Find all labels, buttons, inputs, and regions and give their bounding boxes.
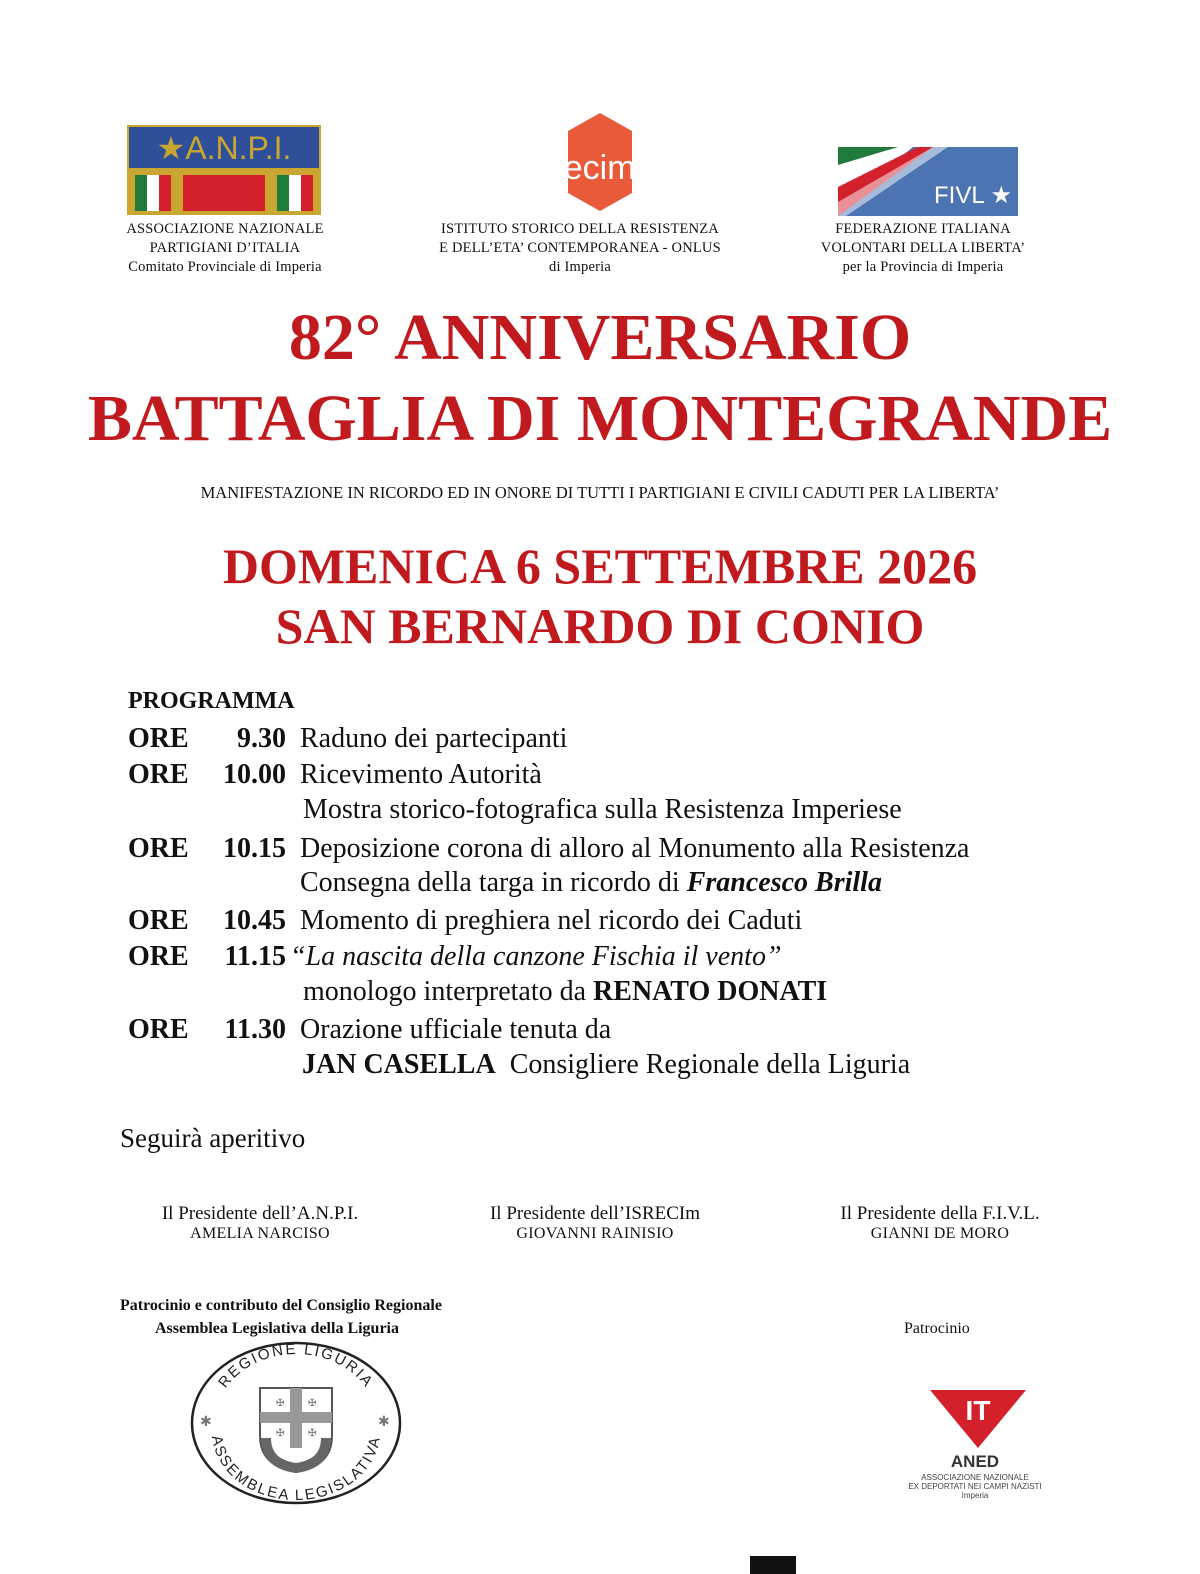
anpi-caption [105,220,345,277]
patronage-line1: Patrocinio e contributo del Consiglio Regionale [120,1297,442,1314]
svg-text:✱: ✱ [200,1415,212,1430]
subtitle: MANIFESTAZIONE IN RICORDO ED IN ONORE DI TUTTI I PARTIGIANI E CIVILI CADUTI PER LA LIBERTA’ [200,483,1000,502]
fivl-logo-text: FIVL ★ [934,182,1012,209]
program-item [128,757,542,794]
program-time: 10.15 [223,833,286,864]
ore-label: ORE [128,759,189,790]
aned-caption-line1: ASSOCIAZIONE NAZIONALE [921,1473,1029,1482]
anpi-caption-line1: ASSOCIAZIONE NAZIONALE [126,221,324,237]
aned-logo [928,1388,1028,1450]
seal-bottom-text: ASSEMBLEA LEGISLATIVA [207,1434,385,1505]
isrecim-logo-text: Isrecim [526,149,636,187]
program-desc: Deposizione corona di alloro al Monumento alla Resistenza [300,833,970,864]
event-place: SAN BERNARDO DI CONIO [275,598,925,654]
program-desc: Momento di preghiera nel ricordo dei Caduti [300,905,803,936]
performer-name: RENATO DONATI [593,976,828,1007]
speaker-role: Consigliere Regionale della Liguria [495,1049,911,1080]
program-item [128,721,567,758]
aned-mark-text: IT [965,1395,991,1426]
ore-label: ORE [128,905,189,936]
program-desc-cont [302,1049,910,1081]
event-date: DOMENICA 6 SETTEMBRE 2026 [222,538,978,594]
fivl-caption [800,220,1046,277]
svg-text:✠: ✠ [308,1398,317,1409]
program-desc-cont [303,976,827,1008]
president-name: AMELIA NARCISO [190,1225,330,1242]
president-anpi [110,1203,410,1243]
program-item [128,939,782,976]
aned-caption-line3: Imperia [961,1491,989,1500]
title-battle: BATTAGLIA DI MONTEGRANDE [87,382,1113,455]
ore-label: ORE [128,1014,189,1045]
fivl-caption-line1: FEDERAZIONE ITALIANA [835,221,1011,237]
fivl-caption-line2: VOLONTARI DELLA LIBERTA’ [820,240,1026,256]
title-anniversary: 82° ANNIVERSARIO [288,301,912,374]
isrecim-caption-line2: E DELL’ETA’ CONTEMPORANEA - ONLUS [439,240,721,256]
fivl-caption-line3: per la Provincia di Imperia [842,259,1004,275]
isrecim-caption-line3: di Imperia [549,259,611,275]
svg-text:REGIONE LIGURIA [215,1341,377,1391]
anpi-logo-text: ★A.N.P.I. [156,130,292,166]
regione-liguria-seal [190,1340,402,1506]
ore-label: ORE [128,941,189,972]
fivl-logo [838,147,1018,216]
program-desc-cont [300,867,882,899]
anpi-logo [127,125,321,215]
aned-caption [880,1473,1070,1500]
program-time: 11.15 [224,941,286,972]
program-desc: Raduno dei partecipanti [300,723,568,754]
seal-top-text: REGIONE LIGURIA [215,1340,377,1392]
isrecim-caption [420,220,740,277]
honoree-name: Francesco Brilla [686,867,882,898]
patrocinio-label: Patrocinio [904,1320,970,1337]
anpi-caption-line3: Comitato Provinciale di Imperia [128,259,322,275]
program-desc: Orazione ufficiale tenuta da [300,1014,612,1045]
president-fivl [790,1203,1090,1243]
program-time: 10.00 [223,759,286,790]
program-desc-cont-text: monologo interpretato da [303,976,594,1007]
program-label: PROGRAMMA [128,688,295,714]
svg-text:✱: ✱ [378,1415,390,1430]
program-item [128,831,969,868]
president-role: Il Presidente della F.I.V.L. [840,1203,1040,1224]
program-desc-cont-text: Consegna della targa in ricordo di [300,867,687,898]
svg-text:✠: ✠ [276,1428,285,1439]
aperitivo-note: Seguirà aperitivo [120,1123,306,1153]
ore-label: ORE [128,723,189,754]
president-name: GIOVANNI RAINISIO [516,1225,674,1242]
program-time: 10.45 [223,905,286,936]
svg-text:✠: ✠ [276,1398,285,1409]
program-desc: “La nascita della canzone Fischia il vento” [290,941,782,972]
program-time: 11.30 [224,1014,286,1045]
president-name: GIANNI DE MORO [870,1225,1010,1242]
program-desc: Ricevimento Autorità [300,759,542,790]
president-role: Il Presidente dell’ISRECIm [489,1203,701,1224]
program-desc-cont: Mostra storico-fotografica sulla Resistenza Imperiese [303,794,902,825]
patronage-line2: Assemblea Legislativa della Liguria [155,1320,399,1337]
program-item [128,1012,611,1049]
program-time: 9.30 [237,723,286,754]
anpi-caption-line2: PARTIGIANI D’ITALIA [149,240,301,256]
isrecim-logo [520,111,706,215]
speaker-name: JAN CASELLA [302,1049,496,1080]
aned-caption-line2: EX DEPORTATI NEI CAMPI NAZISTI [908,1482,1042,1491]
ore-label: ORE [128,833,189,864]
bottom-edge-mark [750,1556,796,1574]
president-role: Il Presidente dell’A.N.P.I. [161,1203,359,1224]
program-item [128,903,802,940]
svg-text:✠: ✠ [308,1428,317,1439]
president-isrecim [445,1203,745,1243]
isrecim-caption-line1: ISTITUTO STORICO DELLA RESISTENZA [441,221,719,237]
aned-name: ANED [950,1452,1000,1471]
